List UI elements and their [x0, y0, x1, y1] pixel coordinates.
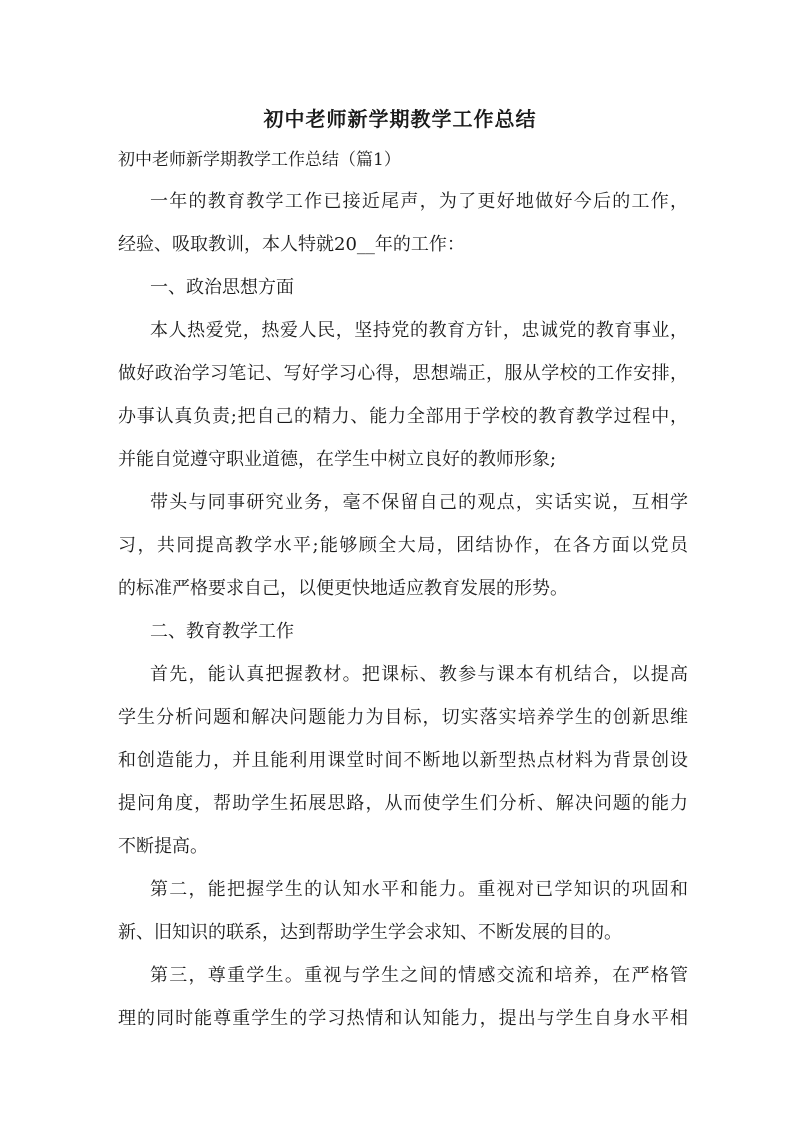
paragraph-line: 首先，能认真把握教材。把课标、教参与课本有机结合，以提高 — [150, 664, 688, 685]
paragraph-line: 本人热爱党，热爱人民，坚持党的教育方针，忠诚党的教育事业， — [150, 320, 688, 341]
paragraph-line: 经验、吸取教训，本人特就20__年的工作： — [118, 234, 465, 255]
document-subtitle: 初中老师新学期教学工作总结（篇1） — [118, 150, 401, 170]
paragraph-line: 习，共同提高教学水平;能够顾全大局，团结协作，在各方面以党员 — [118, 535, 688, 556]
paragraph-line: 第三，尊重学生。重视与学生之间的情感交流和培养，在严格管 — [150, 965, 688, 986]
paragraph-line: 做好政治学习笔记、写好学习心得，思想端正，服从学校的工作安排， — [118, 363, 688, 384]
paragraph-line: 提问角度，帮助学生拓展思路，从而使学生们分析、解决问题的能力 — [118, 793, 688, 814]
paragraph-line: 的标准严格要求自己，以便更快地适应教育发展的形势。 — [118, 578, 568, 599]
paragraph-line: 办事认真负责;把自己的精力、能力全部用于学校的教育教学过程中， — [118, 406, 688, 427]
paragraph-line: 一年的教育教学工作已接近尾声，为了更好地做好今后的工作， — [150, 191, 688, 212]
section-heading: 二、教育教学工作 — [150, 621, 294, 642]
section-heading: 一、政治思想方面 — [150, 277, 294, 298]
paragraph-line: 理的同时能尊重学生的学习热情和认知能力，提出与学生自身水平相 — [118, 1008, 688, 1029]
paragraph-line: 不断提高。 — [118, 836, 208, 857]
paragraph-line: 学生分析问题和解决问题能力为目标，切实落实培养学生的创新思维 — [118, 707, 688, 728]
paragraph-line: 带头与同事研究业务，毫不保留自己的观点，实话实说，互相学 — [150, 492, 688, 513]
paragraph-line: 新、旧知识的联系，达到帮助学生学会求知、不断发展的目的。 — [118, 922, 622, 943]
document-title: 初中老师新学期教学工作总结 — [263, 107, 537, 131]
paragraph-line: 第二，能把握学生的认知水平和能力。重视对已学知识的巩固和 — [150, 879, 688, 900]
paragraph-line: 并能自觉遵守职业道德，在学生中树立良好的教师形象; — [118, 449, 557, 470]
paragraph-line: 和创造能力，并且能利用课堂时间不断地以新型热点材料为背景创设 — [118, 750, 688, 771]
